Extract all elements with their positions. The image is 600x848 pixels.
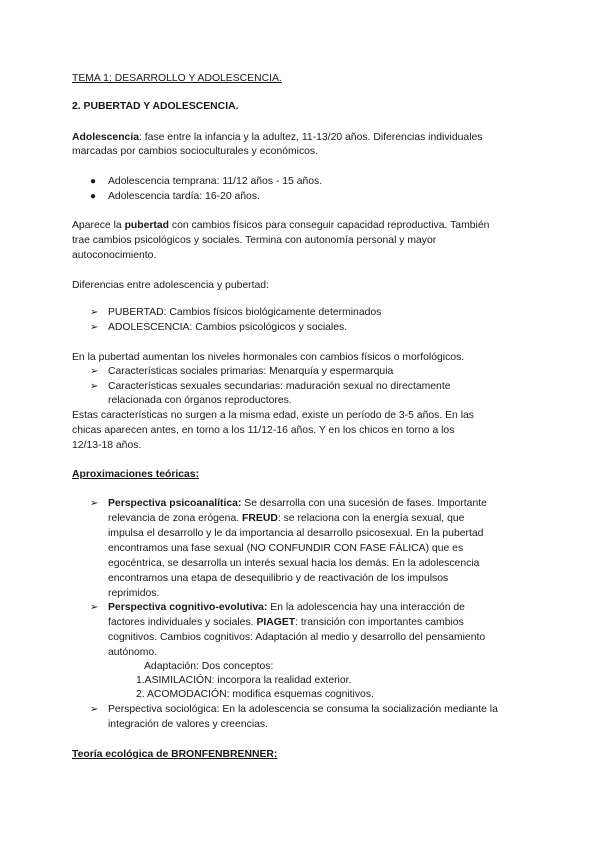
section-heading: 2. PUBERTAD Y ADOLESCENCIA. [72,101,239,112]
diferencia-item-2: ADOLESCENCIA: Cambios psicológicos y sociales. [108,322,348,333]
psicoanalitica-line-6: encontramos una etapa de desequilibrio y de reactivación de los impulsos [108,573,449,584]
cognitivo-pre: factores individuales y sociales. [108,617,257,628]
psicoanalitica-line-3: impulsa el desarrollo y le da importancia al desarrollo psicosexual. En la pubertad [108,528,484,539]
arrow-icon: ➢ [90,704,99,715]
cognitivo-rest: En la adolescencia hay una interacción de [267,602,465,613]
pubertad-line-1 [72,219,489,233]
psicoanalitica-rest: Se desarrolla con una sucesión de fases. Importante [241,498,487,509]
edad-line-2: chicas aparecen antes, en torno a los 11/12-16 años. Y en los chicos en torno a los [72,425,455,436]
cognitivo-line-2 [108,616,464,630]
psicoanalitica-rest-2: : se relaciona con la energía sexual, que [277,513,465,524]
stage-item-2: Adolescencia tardía: 16-20 años. [108,191,260,202]
diferencias-intro: Diferencias entre adolescencia y pubertad: [72,280,269,291]
arrow-icon: ➢ [90,366,99,377]
aproximaciones-heading: Aproximaciones teóricas: [72,469,200,480]
cognitivo-rest-2: : transición con importantes cambios [295,617,464,628]
cognitivo-line-3: cognitivos. Cambios cognitivos: Adaptación al medio y desarrollo del pensamiento [108,632,486,643]
adaptacion-item-1: 1.ASIMILACIÓN: incorpora la realidad exterior. [136,675,352,686]
piaget-term: PIAGET [256,617,296,628]
arrow-icon: ➢ [90,322,99,333]
diferencia-item-1: PUBERTAD: Cambios físicos biológicamente determinados [108,307,382,318]
psicoanalitica-line-1 [108,497,487,511]
arrow-icon: ➢ [90,498,99,509]
psicoanalitica-line-5: egocéntrica, se desarrolla un interés sexual hacia los demás. En la adolescencia [108,558,480,569]
cognitivo-term: Perspectiva cognitivo-evolutiva: [108,602,268,613]
psicoanalitica-line-4: encontramos una fase sexual (NO CONFUNDIR CON FASE FÁLICA) que es [108,543,464,554]
arrow-icon: ➢ [90,307,99,318]
bullet-icon: ● [90,191,97,202]
psicoanalitica-term: Perspectiva psicoanalítica: [108,498,242,509]
sociologica-line-1: Perspectiva sociológica: En la adolescencia se consuma la socialización mediante la [108,704,498,715]
document-title: TEMA 1: DESARROLLO Y ADOLESCENCIA. [72,73,282,84]
arrow-icon: ➢ [90,381,99,392]
psicoanalitica-line-7: reprimidos. [108,588,160,599]
psicoanalitica-pre: relevancia de zona erógena. [108,513,243,524]
cognitivo-line-1 [108,601,465,615]
cognitivo-line-4: autónomo. [108,647,158,658]
caracteristicas-secundarias-1: Características sexuales secundarias: maduración sexual no directamente [108,381,451,392]
adolescencia-line-2: marcadas por cambios socioculturales y económicos. [72,146,319,157]
edad-line-3: 12/13-18 años. [72,440,142,451]
adaptacion-intro: Adaptación: Dos conceptos: [144,661,274,672]
adaptacion-item-2: 2. ACOMODACIÓN: modifica esquemas cognitivos. [136,689,374,700]
psicoanalitica-line-2 [108,512,464,526]
freud-term: FREUD [242,513,278,524]
adolescencia-line-1 [72,131,482,145]
pubertad-term: pubertad [124,220,170,231]
caracteristicas-primarias: Características sociales primarias: Menarquía y espermarquia [108,366,394,377]
pubertad-rest: con cambios físicos para conseguir capacidad reproductiva. También [169,220,490,231]
ecologica-heading: Teoría ecológica de BRONFENBRENNER: [72,749,278,760]
pubertad-pre: Aparece la [72,220,125,231]
stage-item-1: Adolescencia temprana: 11/12 años - 15 años. [108,176,323,187]
bullet-icon: ● [90,176,97,187]
adolescencia-term: Adolescencia [72,132,139,143]
caracteristicas-secundarias-2: relacionada con órganos reproductores. [108,395,292,406]
hormonal-intro: En la pubertad aumentan los niveles hormonales con cambios físicos o morfológicos. [72,352,465,363]
pubertad-line-3: autoconocimiento. [72,250,157,261]
sociologica-line-2: integración de valores y creencias. [108,719,268,730]
edad-line-1: Estas características no surgen a la misma edad, existe un período de 3-5 años. En las [72,410,474,421]
adolescencia-def: : fase entre la infancia y la adultez, 11-13/20 años. Diferencias individuales [139,132,483,143]
pubertad-line-2: trae cambios psicológicos y sociales. Termina con autonomía personal y mayor [72,235,437,246]
arrow-icon: ➢ [90,602,99,613]
